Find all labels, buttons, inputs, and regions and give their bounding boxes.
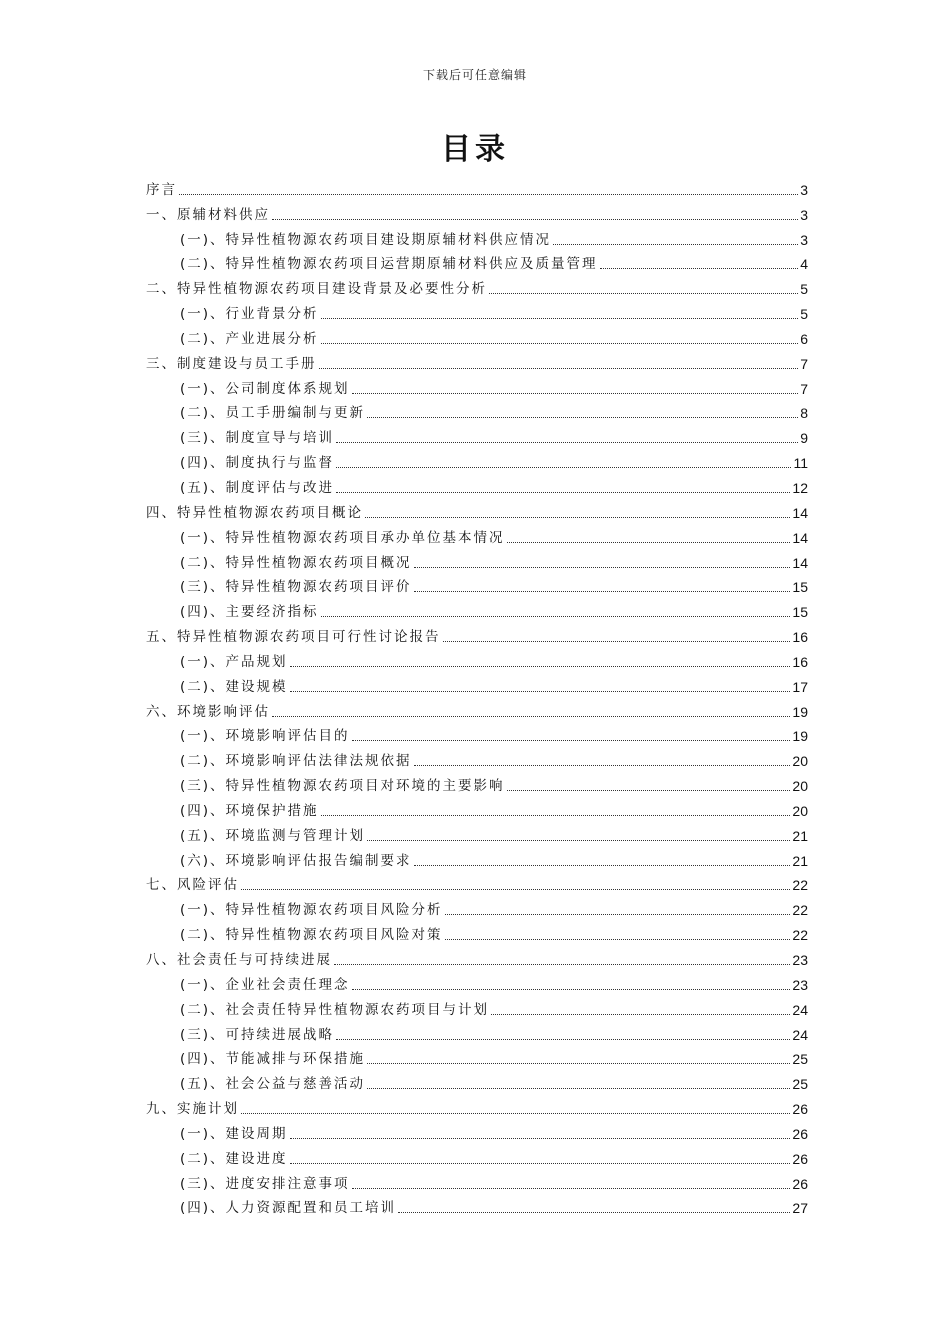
toc-dot-leader — [272, 716, 790, 717]
toc-dot-leader — [507, 790, 791, 791]
toc-entry[interactable] — [146, 522, 808, 547]
toc-entry-page: 23 — [792, 952, 808, 968]
toc-entry[interactable] — [146, 944, 808, 969]
toc-entry-page: 8 — [800, 405, 808, 422]
toc-dot-leader — [398, 1212, 790, 1213]
toc-entry-page: 15 — [792, 604, 808, 621]
toc-entry-label: (二)、员工手册编制与更新 — [180, 405, 366, 422]
toc-dot-leader — [290, 691, 791, 692]
toc-entry-label: (四)、主要经济指标 — [180, 604, 319, 621]
toc-entry-label: (三)、特异性植物源农药项目对环境的主要影响 — [180, 778, 505, 795]
toc-dot-leader — [290, 666, 791, 667]
toc-entry-label: (一)、特异性植物源农药项目建设期原辅材料供应情况 — [180, 231, 552, 248]
toc-entry-label: (五)、社会公益与慈善活动 — [180, 1076, 366, 1093]
toc-dot-leader — [272, 219, 798, 220]
toc-entry-page: 24 — [792, 1001, 808, 1018]
toc-entry-page: 4 — [800, 256, 808, 273]
table-of-contents — [146, 174, 808, 1217]
toc-entry[interactable] — [146, 696, 808, 721]
toc-dot-leader — [319, 368, 799, 369]
toc-entry-page: 6 — [800, 330, 808, 347]
toc-dot-leader — [553, 244, 798, 245]
toc-dot-leader — [321, 815, 791, 816]
toc-entry-label: (二)、环境影响评估法律法规依据 — [180, 753, 412, 770]
toc-title: 目录 — [441, 132, 509, 167]
toc-entry-page: 3 — [800, 231, 808, 248]
toc-entry-page: 26 — [792, 1125, 808, 1142]
toc-dot-leader — [290, 1163, 791, 1164]
toc-dot-leader — [241, 889, 790, 890]
toc-entry-page: 24 — [792, 1026, 808, 1043]
toc-entry-label: (三)、可持续进展战略 — [180, 1026, 335, 1043]
toc-entry[interactable] — [146, 994, 808, 1019]
toc-entry[interactable] — [146, 596, 808, 621]
toc-dot-leader — [321, 318, 799, 319]
toc-entry[interactable] — [146, 422, 808, 447]
toc-dot-leader — [414, 567, 791, 568]
toc-entry-page: 26 — [792, 1101, 808, 1118]
toc-dot-leader — [491, 1014, 790, 1015]
toc-entry[interactable] — [146, 1068, 808, 1093]
toc-entry[interactable] — [146, 845, 808, 870]
toc-entry-label: (三)、特异性植物源农药项目评价 — [180, 579, 412, 596]
toc-entry-label: 四、特异性植物源农药项目概论 — [146, 504, 363, 521]
toc-entry-label: (五)、制度评估与改进 — [180, 479, 335, 496]
toc-entry[interactable] — [146, 969, 808, 994]
toc-dot-leader — [443, 641, 791, 642]
toc-entry[interactable] — [146, 646, 808, 671]
toc-entry[interactable] — [146, 373, 808, 398]
toc-entry-page: 22 — [792, 902, 808, 919]
toc-entry-label: (二)、特异性植物源农药项目概况 — [180, 554, 412, 571]
toc-entry[interactable] — [146, 472, 808, 497]
toc-dot-leader — [352, 1188, 791, 1189]
toc-entry-label: (四)、环境保护措施 — [180, 802, 319, 819]
toc-entry-label: (一)、环境影响评估目的 — [180, 728, 350, 745]
toc-entry-page: 16 — [792, 629, 808, 646]
toc-entry[interactable] — [146, 770, 808, 795]
toc-entry-page: 22 — [792, 927, 808, 944]
toc-dot-leader — [367, 1088, 790, 1089]
toc-entry-label: (一)、公司制度体系规划 — [180, 380, 350, 397]
toc-entry-page: 27 — [792, 1200, 808, 1217]
toc-entry-page: 3 — [800, 206, 808, 223]
toc-entry-label: (四)、人力资源配置和员工培训 — [180, 1200, 397, 1217]
toc-entry-label: (六)、环境影响评估报告编制要求 — [180, 852, 412, 869]
toc-entry-label: 序言 — [146, 181, 177, 198]
toc-entry-page: 3 — [800, 181, 808, 198]
toc-entry[interactable] — [146, 1143, 808, 1168]
toc-entry[interactable] — [146, 870, 808, 895]
toc-dot-leader — [352, 989, 791, 990]
toc-entry-label: (五)、环境监测与管理计划 — [180, 827, 366, 844]
toc-entry[interactable] — [146, 1044, 808, 1069]
toc-entry[interactable] — [146, 547, 808, 572]
toc-dot-leader — [367, 1063, 790, 1064]
toc-dot-leader — [365, 517, 790, 518]
toc-dot-leader — [367, 840, 790, 841]
toc-entry-page: 14 — [792, 504, 808, 521]
toc-entry-page: 16 — [792, 653, 808, 670]
toc-entry-page: 20 — [792, 753, 808, 770]
toc-entry[interactable] — [146, 199, 808, 224]
toc-entry[interactable] — [146, 1093, 808, 1118]
toc-entry-page: 26 — [792, 1150, 808, 1167]
toc-entry-page: 17 — [792, 678, 808, 695]
toc-dot-leader — [334, 964, 790, 965]
toc-entry-page: 21 — [792, 852, 808, 869]
toc-entry[interactable] — [146, 174, 808, 199]
toc-dot-leader — [445, 939, 791, 940]
toc-entry[interactable] — [146, 249, 808, 274]
toc-entry[interactable] — [146, 323, 808, 348]
toc-entry-page: 7 — [800, 355, 808, 372]
toc-entry[interactable] — [146, 497, 808, 522]
toc-entry-label: (一)、企业社会责任理念 — [180, 976, 350, 993]
toc-dot-leader — [321, 343, 799, 344]
toc-entry[interactable] — [146, 1019, 808, 1044]
toc-entry-page: 12 — [792, 479, 808, 496]
toc-entry-label: 一、原辅材料供应 — [146, 206, 270, 223]
toc-dot-leader — [241, 1113, 790, 1114]
toc-entry-label: (一)、产品规划 — [180, 653, 288, 670]
toc-entry[interactable] — [146, 820, 808, 845]
toc-entry-page: 7 — [800, 380, 808, 397]
toc-dot-leader — [336, 1039, 790, 1040]
toc-entry-label: (二)、建设进度 — [180, 1150, 288, 1167]
toc-entry[interactable] — [146, 721, 808, 746]
toc-entry-page: 14 — [792, 554, 808, 571]
toc-dot-leader — [507, 542, 791, 543]
toc-dot-leader — [352, 393, 799, 394]
toc-entry-label: (一)、特异性植物源农药项目承办单位基本情况 — [180, 529, 505, 546]
toc-entry-page: 25 — [792, 1051, 808, 1068]
toc-dot-leader — [414, 765, 791, 766]
toc-entry[interactable] — [146, 348, 808, 373]
toc-entry[interactable] — [146, 745, 808, 770]
toc-entry[interactable] — [146, 298, 808, 323]
toc-entry-label: (二)、产业进展分析 — [180, 330, 319, 347]
toc-entry[interactable] — [146, 671, 808, 696]
toc-dot-leader — [290, 1138, 791, 1139]
toc-entry-label: (四)、制度执行与监督 — [180, 455, 335, 472]
toc-entry-page: 26 — [792, 1175, 808, 1192]
toc-entry[interactable] — [146, 1193, 808, 1218]
toc-dot-leader — [336, 492, 790, 493]
toc-entry-label: (二)、社会责任特异性植物源农药项目与计划 — [180, 1001, 490, 1018]
toc-entry-label: (一)、特异性植物源农药项目风险分析 — [180, 902, 443, 919]
toc-entry-page: 15 — [792, 579, 808, 596]
toc-entry-label: (一)、建设周期 — [180, 1125, 288, 1142]
toc-entry-page: 25 — [792, 1076, 808, 1093]
toc-entry-label: 二、特异性植物源农药项目建设背景及必要性分析 — [146, 281, 487, 298]
toc-entry-label: (三)、进度安排注意事项 — [180, 1175, 350, 1192]
toc-entry-label: (四)、节能减排与环保措施 — [180, 1051, 366, 1068]
toc-entry-page: 19 — [792, 728, 808, 745]
toc-entry[interactable] — [146, 572, 808, 597]
toc-entry-page: 9 — [800, 430, 808, 447]
toc-entry-label: (三)、制度宣导与培训 — [180, 430, 335, 447]
toc-entry-label: 七、风险评估 — [146, 877, 239, 894]
toc-entry-label: (二)、建设规模 — [180, 678, 288, 695]
toc-entry-label: 六、环境影响评估 — [146, 703, 270, 720]
toc-dot-leader — [445, 914, 791, 915]
toc-dot-leader — [352, 740, 791, 741]
toc-entry[interactable] — [146, 919, 808, 944]
toc-entry-label: 五、特异性植物源农药项目可行性讨论报告 — [146, 629, 441, 646]
toc-dot-leader — [414, 591, 791, 592]
toc-entry-page: 5 — [800, 281, 808, 298]
toc-entry-page: 11 — [793, 455, 808, 472]
toc-entry-label: (一)、行业背景分析 — [180, 306, 319, 323]
toc-dot-leader — [600, 268, 799, 269]
toc-entry[interactable] — [146, 894, 808, 919]
toc-entry-page: 22 — [792, 877, 808, 894]
toc-entry[interactable] — [146, 447, 808, 472]
toc-dot-leader — [336, 467, 791, 468]
toc-entry[interactable] — [146, 398, 808, 423]
toc-entry-label: (二)、特异性植物源农药项目风险对策 — [180, 927, 443, 944]
toc-entry[interactable] — [146, 1168, 808, 1193]
toc-entry-page: 20 — [792, 778, 808, 795]
toc-dot-leader — [489, 293, 798, 294]
toc-entry-page: 23 — [792, 976, 808, 993]
toc-entry-label: (二)、特异性植物源农药项目运营期原辅材料供应及质量管理 — [180, 256, 598, 273]
toc-entry[interactable] — [146, 224, 808, 249]
toc-entry-page: 21 — [792, 827, 808, 844]
toc-entry[interactable] — [146, 621, 808, 646]
page-header: 下载后可任意编辑 — [422, 68, 527, 82]
toc-entry-page: 14 — [792, 529, 808, 546]
toc-entry[interactable] — [146, 1118, 808, 1143]
toc-dot-leader — [336, 442, 798, 443]
toc-dot-leader — [367, 417, 798, 418]
toc-dot-leader — [414, 865, 791, 866]
toc-dot-leader — [321, 616, 791, 617]
toc-entry-label: 三、制度建设与员工手册 — [146, 355, 317, 372]
toc-entry-page: 20 — [792, 802, 808, 819]
toc-entry-page: 5 — [800, 306, 808, 323]
toc-entry-label: 八、社会责任与可持续进展 — [146, 952, 332, 968]
toc-dot-leader — [179, 194, 798, 195]
toc-entry-page: 19 — [792, 703, 808, 720]
toc-entry[interactable] — [146, 795, 808, 820]
toc-entry[interactable] — [146, 273, 808, 298]
toc-entry-label: 九、实施计划 — [146, 1101, 239, 1118]
